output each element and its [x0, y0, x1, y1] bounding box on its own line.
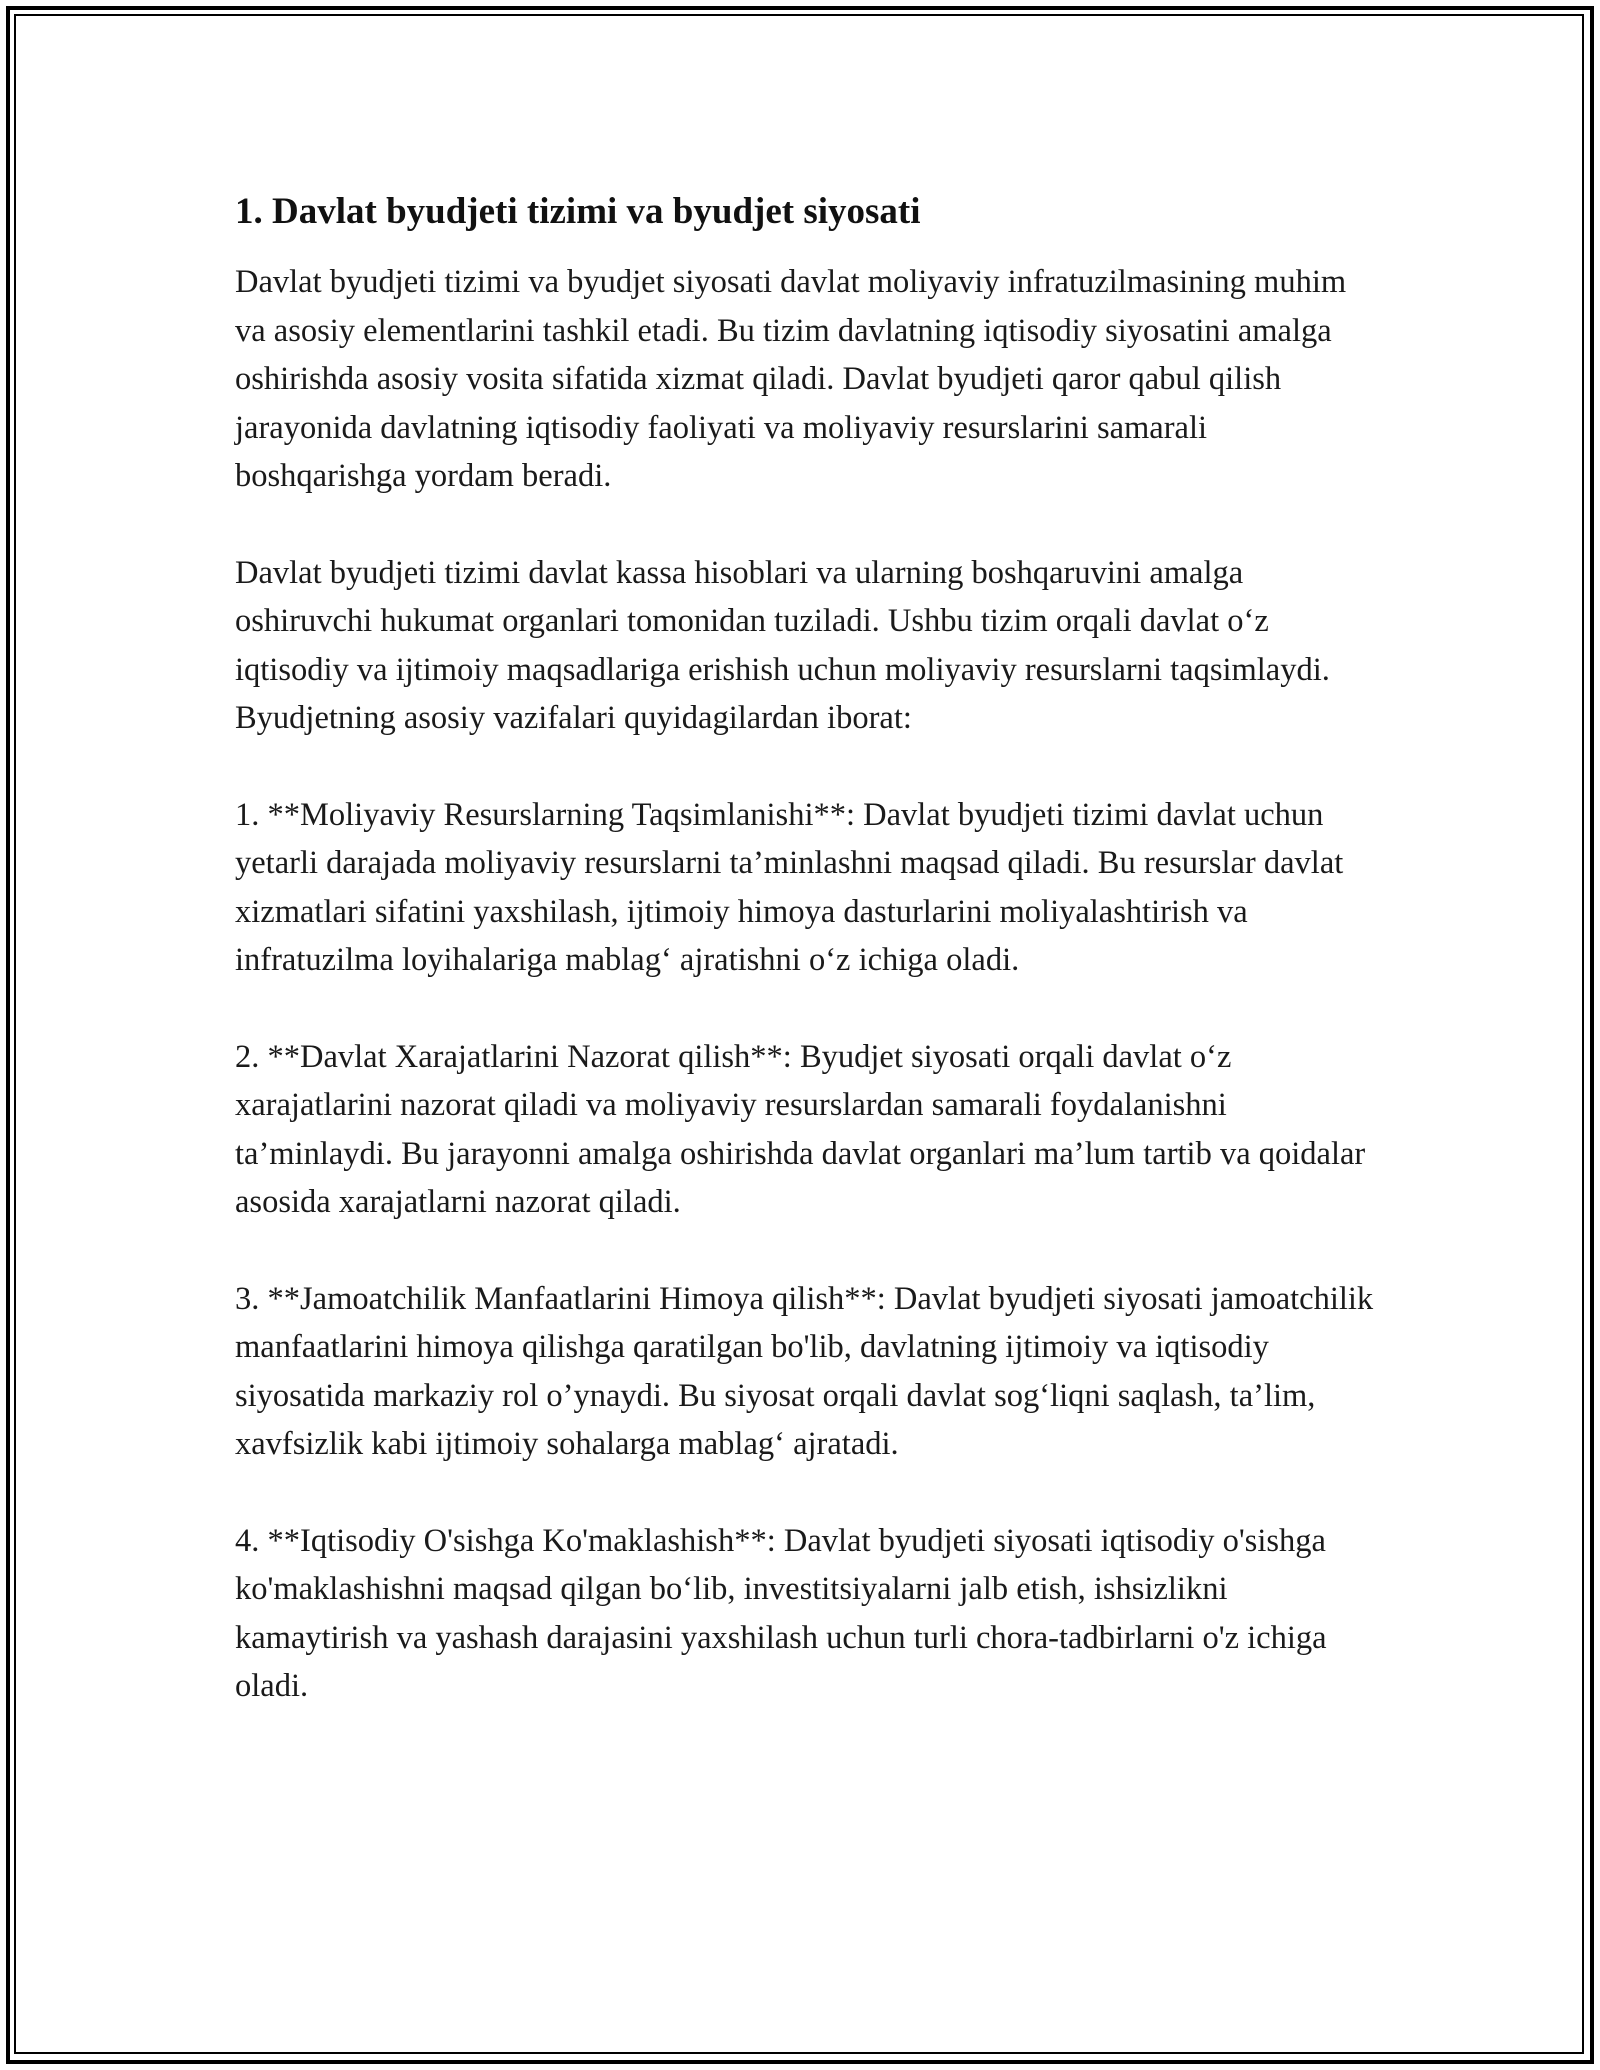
section-heading: 1. Davlat byudjeti tizimi va byudjet siyosati — [235, 191, 921, 232]
paragraph-system: Davlat byudjeti tizimi davlat kassa hisoblari va ularning boshqaruvini amalga oshiruvchi hukumat organlari tomonidan tuziladi. Ushbu tizim orqali davlat o‘z iqtisodiy va ijtimoiy maqsadlariga erishish uchun moliyaviy resurslarni taqsimlaydi. Byudjetning asosiy vazifalari quyidagilardan iborat: — [235, 554, 1330, 736]
paragraph-intro: Davlat byudjeti tizimi va byudjet siyosati davlat moliyaviy infratuzilmasining muhim va asosiy elementlarini tashkil etadi. Bu tizim davlatning iqtisodiy siyosatini amalga oshirishda asosiy vosita sifatida xizmat qiladi. Davlat byudjeti qaror qabul qilish jarayonida davlatning iqtisodiy faoliyati va moliyaviy resurslarini samarali boshqarishga yordam beradi. — [235, 264, 1347, 494]
list-item-1: 1. **Moliyaviy Resurslarning Taqsimlanishi**: Davlat byudjeti tizimi davlat uchun yetarli darajada moliyaviy resurslarni ta’minlashni maqsad qiladi. Bu resurslar davlat xizmatlari sifatini yaxshilash, ijtimoiy himoya dasturlarini moliyalashtirish va infratuzilma loyihalariga mablag‘ ajratishni o‘z ichiga oladi. — [235, 796, 1344, 978]
list-item-4: 4. **Iqtisodiy O'sishga Ko'maklashish**: Davlat byudjeti siyosati iqtisodiy o'sishga ko'maklashishni maqsad qilgan bo‘lib, investitsiyalarni jalb etish, ishsizlikni kamaytirish va yashash darajasini yaxshilash uchun turli chora-tadbirlarni o'z ichiga oladi. — [235, 1522, 1327, 1704]
list-item-3: 3. **Jamoatchilik Manfaatlarini Himoya qilish**: Davlat byudjeti siyosati jamoatchilik manfaatlarini himoya qilishga qaratilgan bo'lib, davlatning ijtimoiy va iqtisodiy siyosatida markaziy rol o’ynaydi. Bu siyosat orqali davlat sog‘liqni saqlash, ta’lim, xavfsizlik kabi ijtimoiy sohalarga mablag‘ ajratadi. — [235, 1280, 1374, 1462]
list-item-2: 2. **Davlat Xarajatlarini Nazorat qilish**: Byudjet siyosati orqali davlat o‘z xarajatlarini nazorat qiladi va moliyaviy resurslardan samarali foydalanishni ta’minlaydi. Bu jarayonni amalga oshirishda davlat organlari ma’lum tartib va qoidalar asosida xarajatlarni nazorat qiladi. — [235, 1038, 1366, 1220]
document-body — [235, 188, 1375, 1759]
